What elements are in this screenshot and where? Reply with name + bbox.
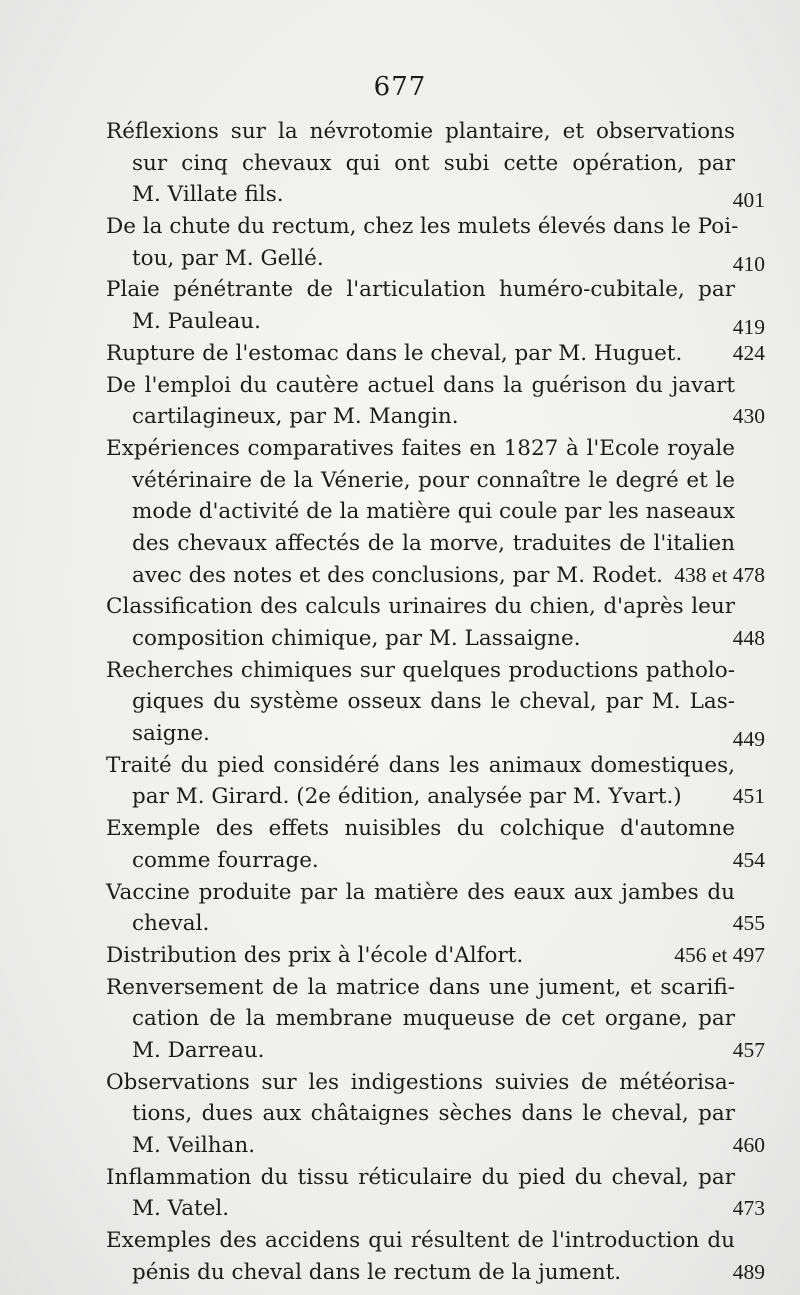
toc-entry — [100, 750, 765, 813]
entry-line: des chevaux affectés de la morve, traduites de l'italien — [132, 530, 735, 556]
entry-line: Classification des calculs urinaires du chien, d'après leur — [106, 594, 735, 620]
entry-page-ref: 454 — [732, 847, 765, 872]
entry-page-ref: 473 — [732, 1196, 765, 1221]
entry-line: Observations sur les indigestions suivies de météorisa- — [106, 1069, 735, 1095]
entry-page-ref: 451 — [732, 784, 765, 809]
entry-line: M. Darreau. — [132, 1037, 265, 1063]
entry-line: Distribution des prix à l'école d'Alfort. — [106, 942, 524, 968]
entry-line: Inflammation du tissu réticulaire du pied du cheval, par — [106, 1164, 735, 1190]
entry-line: mode d'activité de la matière qui coule par les naseaux — [132, 499, 735, 525]
toc-entry — [100, 1162, 765, 1225]
entry-line: comme fourrage. — [132, 847, 319, 873]
entry-line: Rupture de l'estomac dans le cheval, par M. Huguet. — [106, 340, 683, 366]
entry-page-ref: 460 — [732, 1132, 765, 1157]
entry-line: giques du système osseux dans le cheval, par M. Las- — [132, 689, 735, 715]
toc-entry — [100, 274, 765, 340]
entry-line: Recherches chimiques sur quelques productions patholo- — [106, 657, 735, 683]
toc-entry — [100, 338, 765, 370]
toc-entry — [100, 940, 765, 972]
toc-entry — [100, 211, 765, 274]
entry-page-ref: 410 — [732, 251, 765, 276]
entry-line: M. Vatel. — [132, 1196, 230, 1222]
page-number: 677 — [373, 72, 427, 102]
entry-line: par M. Girard. (2e édition, analysée par M. Yvart.) — [132, 784, 682, 810]
entry-line: Exemples des accidens qui résultent de l'introduction du — [106, 1228, 735, 1254]
table-of-contents — [100, 116, 765, 1288]
toc-entry — [100, 972, 765, 1067]
entry-page-ref: 424 — [732, 340, 765, 365]
entry-page-ref: 457 — [732, 1037, 765, 1062]
entry-line: cartilagineux, par M. Mangin. — [132, 404, 459, 430]
toc-entry — [100, 433, 765, 591]
toc-entry — [100, 877, 765, 940]
entry-line: vétérinaire de la Vénerie, pour connaître le degré et le — [132, 467, 735, 493]
entry-page-ref: 489 — [732, 1259, 765, 1284]
entry-line: Plaie pénétrante de l'articulation huméro-cubitale, par — [106, 277, 735, 303]
toc-entry — [100, 116, 765, 211]
entry-line: Expériences comparatives faites en 1827 à l'Ecole royale — [106, 435, 735, 461]
entry-line: M. Veilhan. — [132, 1133, 256, 1158]
entry-line: cation de la membrane muqueuse de cet organe, par — [132, 1006, 735, 1032]
entry-line: sur cinq chevaux qui ont subi cette opération, par — [132, 150, 735, 176]
entry-line: Réflexions sur la névrotomie plantaire, et observations — [106, 119, 735, 144]
entry-line: De la chute du rectum, chez les mulets élevés dans le Poi- — [106, 214, 739, 240]
entry-page-ref: 430 — [732, 404, 765, 429]
entry-page-ref: 438 et 478 — [674, 562, 765, 587]
entry-line: pénis du cheval dans le rectum de la jument. — [132, 1259, 622, 1285]
entry-line: De l'emploi du cautère actuel dans la guérison du javart — [106, 372, 735, 398]
toc-entry — [100, 1067, 765, 1162]
toc-entry — [100, 591, 765, 654]
entry-line: avec des notes et des conclusions, par M. Rodet. — [132, 562, 663, 588]
entry-line: Traité du pied considéré dans les animaux domestiques, — [106, 752, 735, 778]
entry-page-ref: 456 et 497 — [674, 942, 765, 967]
entry-line: M. Pauleau. — [132, 309, 261, 335]
toc-entry — [100, 813, 765, 876]
entry-line: saigne. — [132, 721, 210, 747]
toc-entry — [100, 370, 765, 433]
entry-line: tou, par M. Gellé. — [132, 245, 324, 271]
entry-page-ref: 449 — [732, 727, 765, 752]
entry-line: cheval. — [132, 911, 210, 937]
entry-line: Renversement de la matrice dans une jument, et scarifi- — [106, 974, 735, 1000]
entry-page-ref: 448 — [732, 625, 765, 650]
toc-entry — [100, 1225, 765, 1288]
entry-page-ref: 455 — [732, 911, 765, 936]
toc-entry — [100, 655, 765, 750]
entry-page-ref: 419 — [732, 315, 765, 340]
entry-line: Exemple des effets nuisibles du colchique d'automne — [106, 816, 735, 842]
entry-line: M. Villate fils. — [132, 182, 284, 208]
entry-line: Vaccine produite par la matière des eaux aux jambes du — [106, 879, 735, 905]
entry-line: tions, dues aux châtaignes sèches dans le cheval, par — [132, 1101, 735, 1127]
entry-line: composition chimique, par M. Lassaigne. — [132, 626, 581, 651]
entry-page-ref: 401 — [732, 188, 765, 213]
